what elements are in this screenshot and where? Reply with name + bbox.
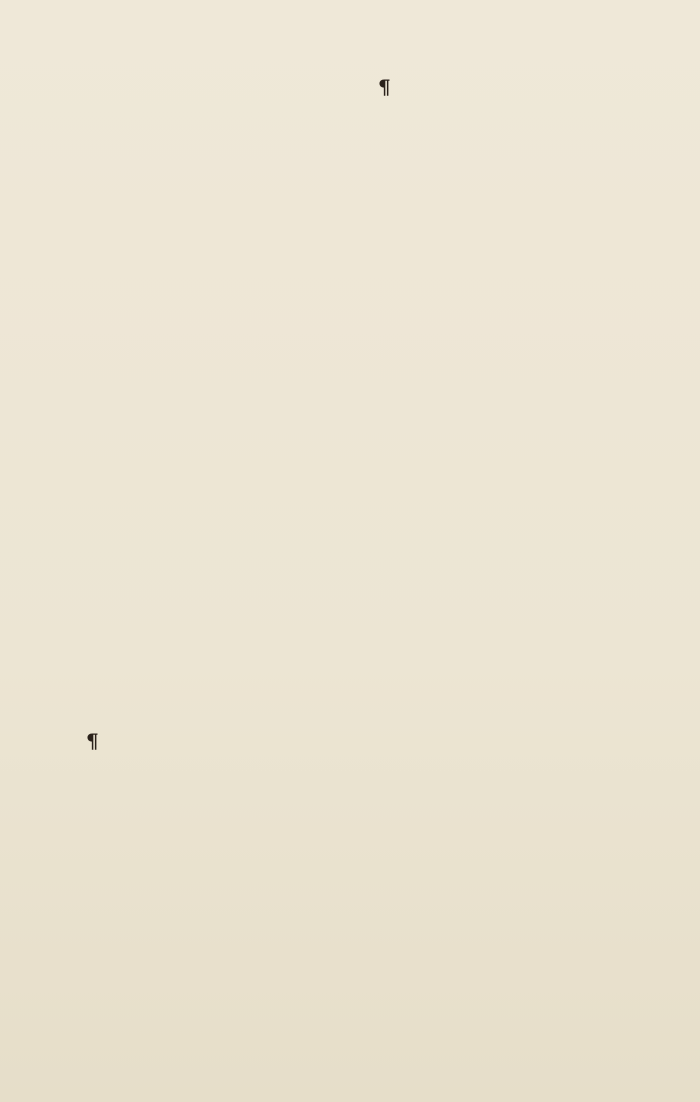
text-line <box>86 240 371 263</box>
text-line <box>86 99 371 122</box>
text-line <box>86 146 371 169</box>
prayer-line <box>86 637 371 660</box>
prayer-line <box>86 683 371 706</box>
small-text-line <box>86 544 371 567</box>
epistle-heading <box>86 730 371 753</box>
text-line <box>86 403 371 426</box>
prayer-line <box>86 660 371 683</box>
right-column <box>378 76 663 99</box>
oblationibus-prayer <box>86 637 371 731</box>
left-main-text <box>86 76 371 544</box>
text-line <box>86 450 371 473</box>
small-text-line <box>86 590 371 613</box>
left-column <box>86 76 371 754</box>
paragraph-mark-icon: ¶ <box>86 730 99 754</box>
text-line <box>86 520 371 543</box>
text-line <box>86 357 371 380</box>
small-text-line <box>86 567 371 590</box>
paragraph-mark-icon: ¶ <box>378 76 391 99</box>
prayer-line <box>86 707 371 730</box>
secreta-line <box>86 613 371 636</box>
text-line <box>86 380 371 403</box>
text-line <box>86 263 371 286</box>
text-line <box>86 123 371 146</box>
text-line <box>86 287 371 310</box>
text-line <box>86 474 371 497</box>
text-line <box>86 170 371 193</box>
text-line <box>86 76 371 99</box>
text-line <box>86 427 371 450</box>
text-line <box>86 497 371 520</box>
text-line <box>86 310 371 333</box>
text-line <box>86 333 371 356</box>
text-line <box>86 193 371 216</box>
text-line <box>86 216 371 239</box>
gospel-heading <box>378 76 663 99</box>
